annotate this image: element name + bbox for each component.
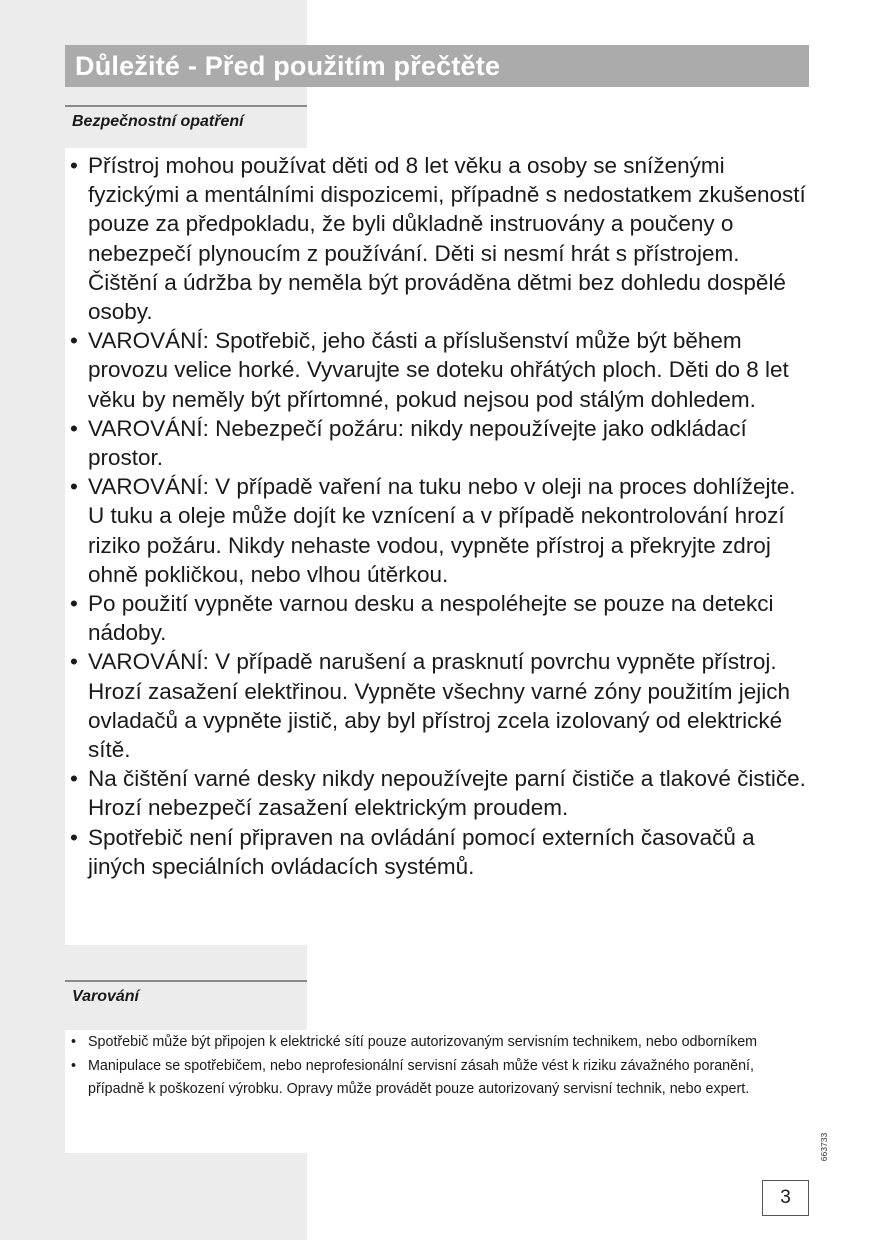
list-item: • Po použití vypněte varnou desku a nespoléhejte se pouze na detekci nádoby. [70,591,774,646]
bullet-icon: • [71,1057,77,1074]
list-item: • VAROVÁNÍ: V případě narušení a prasknutí povrchu vypněte přístroj. Hrozí zasažení elektřinou. Vypněte všechny varné zóny použitím jejich ovladačů a vypněte jistič, aby byl přístroj zcela izolovaný od elektrické sítě. [70,649,791,763]
bullet-icon: • [70,591,78,617]
list-item: • VAROVÁNÍ: V případě vaření na tuku nebo v oleji na proces dohlížejte. U tuku a oleje může dojít ke vznícení a v případě nekontrolování hrozí riziko požáru. Nikdy nehaste vodou, vypněte přístroj a překryjte zdroj ohně pokličkou, nebo vlhou útěrkou. [70,474,796,587]
warning-section-heading: Varování [65,980,307,1006]
list-item: • VAROVÁNÍ: Nebezpečí požáru: nikdy nepoužívejte jako odkládací prostor. [70,415,747,471]
bullet-icon: • [70,474,78,500]
list-item: • Spotřebič může být připojen k elektrické sítí pouze autorizovaným servisním technikem, nebo odborníkem [65,1031,809,1055]
document-code: 663733 [819,1132,829,1162]
bullet-icon: • [70,824,78,850]
bullet-icon: • [70,766,78,792]
list-item: • Manipulace se spotřebičem, nebo neprofesionální servisní zásah může vést k riziku závažného poranění, případně k poškození výrobku. Opravy může provádět pouze autorizovaný servisní technik, nebo expert. [65,1055,809,1102]
bullet-icon: • [70,649,78,675]
safety-section-heading: Bezpečnostní opatření [65,105,307,131]
bullet-icon: • [70,328,78,354]
warning-list-panel [65,1030,809,1153]
bullet-icon: • [70,153,78,178]
list-item: • VAROVÁNÍ: Spotřebič, jeho části a příslušenství může být během provozu velice horké. Vyvarujte se doteku ohřátých ploch. Děti do 8 let věku by neměly být přírtomné, pokud nejsou pod stálým dohledem. [70,328,789,412]
page-number: 3 [762,1180,809,1216]
list-item: • Spotřebič není připraven na ovládání pomocí externích časovačů a jiných speciálních ovládacích systémů. [70,824,755,879]
warning-list [65,1031,809,1102]
list-item: • Přístroj mohou používat děti od 8 let věku a osoby se sníženými fyzickými a mentálními dispozicemi, případně s nedostatkem zkušeností pouze za předpokladu, že byli důkladně instruovány a poučeny o nebezpečí plynoucím z používání. Děti si nesmí hrát s přístrojem. Čištění a údržba by neměla být prováděna dětmi bez dohledu dospělé osoby. [70,153,806,325]
bullet-icon: • [70,415,78,441]
safety-list [65,151,809,881]
bullet-icon: • [71,1034,77,1050]
page-title: Důležité - Před použitím přečtěte [65,45,809,87]
safety-list-panel [65,148,809,945]
list-item: • Na čištění varné desky nikdy nepoužívejte parní čističe a tlakové čističe. Hrozí nebezpečí zasažení elektrickým proudem. [70,766,806,821]
